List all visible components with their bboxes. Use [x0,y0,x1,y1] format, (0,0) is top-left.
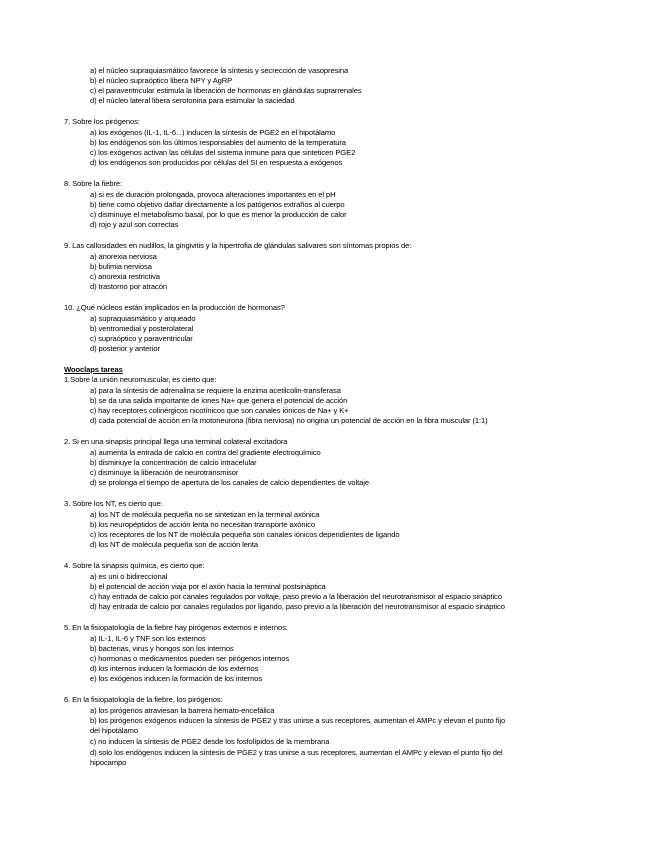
option-line: e) los exógenos inducen la formación de los internos [90,674,263,683]
question-b3: 3. Sobre los NT, es cierto que: [64,499,163,508]
option-line: b) bulimia nerviosa [90,262,152,271]
option-line: b) disminuye la concentración de calcio intracelular [90,458,257,467]
question-b4: 4. Sobre la sinapsis química, es cierto que: [64,561,205,570]
option-line: c) anorexia restrictiva [90,272,160,281]
option-line: hipocampo [90,758,127,767]
option-line: d) se prolonga el tiempo de apertura de los canales de calcio dependientes de voltaje [90,478,369,487]
question-8: 8. Sobre la fiebre: [64,179,123,188]
option-line: d) posterior y anterior [90,344,160,353]
option-line: c) hay entrada de calcio por canales regulados por voltaje, paso previo a la liberación del neurotransmisor al espacio sináptico [90,592,502,601]
option-line: b) el núcleo supraóptico libera NPY y AgRP [90,76,233,85]
option-line: a) el núcleo supraquiasmático favorece la síntesis y secrección de vasopresina [90,66,349,75]
option-line: b) el potencial de acción viaja por el axón hacia la terminal postsináptica [90,582,326,591]
option-line: a) si es de duración prolongada, provoca alteraciones importantes en el pH [90,190,336,199]
option-line: a) los pirógenos atraviesan la barrera hemato-encefálica [90,706,275,715]
option-line: d) rojo y azul son correctas [90,220,179,229]
option-line: b) los endógenos son los últimos responsables del aumento de la temperatura [90,138,346,147]
question-b5: 5. En la fisiopatología de la fiebre hay pirógenos externos e internos: [64,623,288,632]
option-line: c) el paraventricular estimula la liberación de hormonas en glándulas suprarrenales [90,86,362,95]
option-line: del hipotálamo [90,726,138,735]
question-10: 10. ¿Qué núcleos están implicados en la producción de hormonas? [64,303,285,312]
option-line: c) hay receptores colinérgicos nicotínicos que son canales iónicos de Na+ y K+ [90,406,349,415]
option-line: b) los pirógenos exógenos inducen la síntesis de PGE2 y tras unirse a sus receptores, aumentan el AMPc y elevan el punto fijo [90,716,506,725]
question-b1: 1.Sobre la unión neuromuscular, es cierto que: [64,375,217,384]
option-line: c) disminuye el metabolismo basal, por lo que es menor la producción de calor [90,210,347,219]
option-line: a) supraquiasmático y arqueado [90,314,196,323]
option-line: d) solo los endógenos inducen la síntesis de PGE2 y tras unirse a sus receptores, aumentan el AMPc y elevan el punto fijo del [90,748,503,757]
option-line: a) IL-1, IL-6 y TNF son los externos [90,634,206,643]
section-heading: Wooclaps tareas [64,365,123,374]
option-line: d) hay entrada de calcio por canales regulados por ligando, paso previo a la liberación del neurotransmisor al espacio sináptico [90,602,505,611]
option-line: b) los neuropéptidos de acción lenta no necesitan transporte axónico [90,520,315,529]
option-line: a) para la síntesis de adrenalina se requiere la enzima acetilcolin-transferasa [90,386,341,395]
option-line: b) se da una salida importante de iones Na+ que genera el potencial de acción [90,396,348,405]
option-line: a) los exógenos (IL-1, IL-6...) inducen la síntesis de PGE2 en el hipotálamo [90,128,336,137]
question-9: 9. Las callosidades en nudillos, la gingivitis y la hipertrofia de glándulas salivares son síntomas propios de: [64,241,412,250]
question-b2: 2. Si en una sinapsis principal llega una terminal colateral excitadora [64,437,288,446]
option-line: d) el núcleo lateral libera serotonina para estimular la saciedad [90,96,295,105]
option-line: c) los exógenos activan las células del sistema inmune para que sinteticen PGE2 [90,148,356,157]
option-line: c) disminuye la liberación de neurotransmisor [90,468,239,477]
option-line: a) anorexia nerviosa [90,252,157,261]
option-line: a) aumenta la entrada de calcio en contra del gradiente electroquímico [90,448,321,457]
option-line: a) los NT de molécula pequeña no se sintetizan en la terminal axónica [90,510,320,519]
option-line: d) los NT de molécula pequeña son de acción lenta [90,540,259,549]
option-line: d) los endógenos son producidos por células del SI en respuesta a exógenos [90,158,343,167]
option-line: b) bacterias, virus y hongos son los internos [90,644,234,653]
option-line: c) los receptores de los NT de molécula pequeña son canales iónicos dependientes de ligando [90,530,400,539]
option-line: c) no inducen la síntesis de PGE2 desde los fosfolípidos de la membrana [90,737,330,746]
option-line: d) los internos inducen la formación de los externos [90,664,259,673]
question-b6: 6. En la fisiopatología de la fiebre, los pirógenos: [64,695,223,704]
question-7: 7. Sobre los pirógenos: [64,117,140,126]
option-line: b) ventromedial y posterolateral [90,324,194,333]
option-line: c) hormonas o medicamentos pueden ser pirógenos internos [90,654,290,663]
option-line: c) supraóptico y paraventricular [90,334,193,343]
option-line: b) tiene como objetivo dañar directamente a los patógenos extraños al cuerpo [90,200,345,209]
option-line: d) cada potencial de acción en la motoneurona (fibra nerviosa) no origina un potencial de acción en la fibra muscular (1:1) [90,416,488,425]
option-line: a) es uni o bidireccional [90,572,168,581]
option-line: d) trastorno por atracón [90,282,167,291]
